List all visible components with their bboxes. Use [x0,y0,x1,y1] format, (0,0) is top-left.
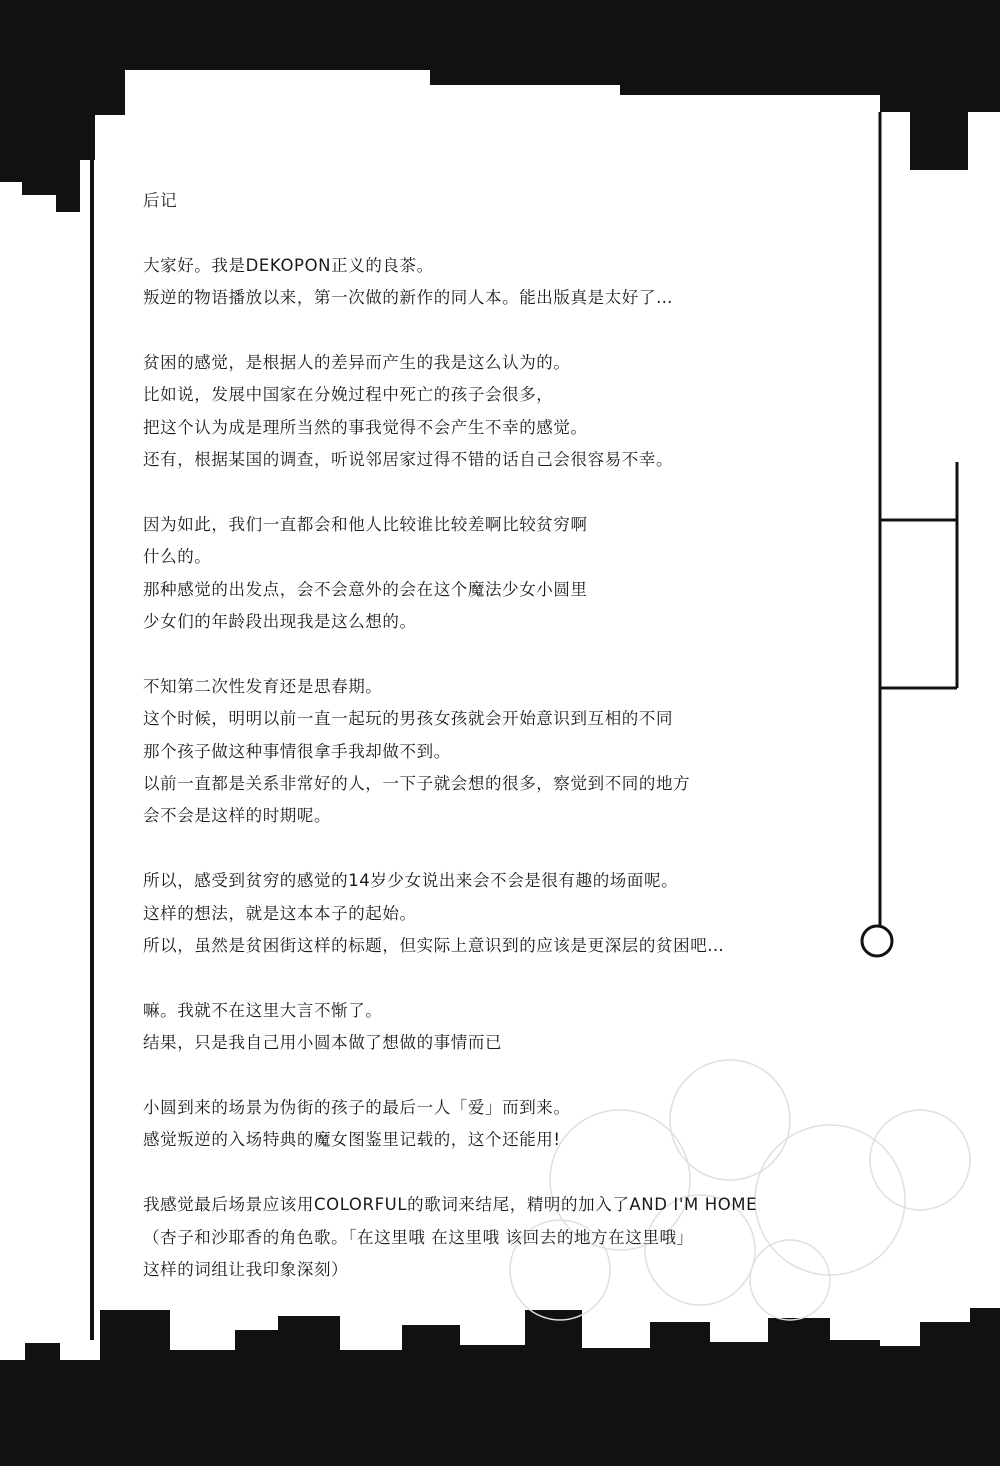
text-line: 嘛。我就不在这里大言不惭了。 [143,1000,383,1020]
hanging-ring-ornament [862,926,892,956]
text-line: 会不会是这样的时期呢。 [143,806,332,826]
text-line: 小圆到来的场景为伪街的孩子的最后一人「爱」而到来。 [143,1097,571,1117]
paragraph-comparison [143,509,843,639]
text-line: 什么的。 [143,547,212,567]
text-line: 那个孩子做这种事情很拿手我却做不到。 [143,741,451,761]
text-line: 我感觉最后场景应该用COLORFUL的歌词来结尾，精明的加入了AND I'M HOME [143,1195,758,1215]
text-line: 这样的词组让我印象深刻） [143,1259,349,1279]
text-line: 所以，虽然是贫困街这样的标题，但实际上意识到的应该是更深层的贫困吧… [143,935,725,955]
afterword-title: 后记 [143,191,178,210]
text-line: （杏子和沙耶香的角色歌。「在这里哦 在这里哦 该回去的地方在这里哦」 [143,1227,694,1247]
paragraph-result [143,995,843,1060]
paragraph-adolescence [143,671,843,833]
afterword-text-block [143,185,843,1319]
paragraph-madoka-scene [143,1092,843,1157]
paragraph-greeting [143,250,843,315]
text-line: 那种感觉的出发点，会不会意外的会在这个魔法少女小圆里 [143,579,588,599]
text-line: 大家好。我是DEKOPON正义的良茶。 [143,255,434,275]
paragraph-lyrics [143,1189,843,1286]
text-line: 贫困的感觉，是根据人的差异而产生的我是这么认为的。 [143,352,571,372]
text-line: 以前一直都是关系非常好的人，一下子就会想的很多，察觉到不同的地方 [143,774,691,794]
text-line: 这个时候，明明以前一直一起玩的男孩女孩就会开始意识到互相的不同 [143,709,674,729]
top-skyline-silhouette [0,0,1000,212]
text-line: 所以，感受到贫穷的感觉的14岁少女说出来会不会是很有趣的场面呢。 [143,871,679,891]
text-line: 把这个认为成是理所当然的事我觉得不会产生不幸的感觉。 [143,417,588,437]
paragraph-origin [143,865,843,962]
text-line: 结果，只是我自己用小圆本做了想做的事情而已 [143,1033,503,1053]
text-line: 叛逆的物语播放以来，第一次做的新作的同人本。能出版真是太好了… [143,288,674,308]
text-line: 比如说，发展中国家在分娩过程中死亡的孩子会很多， [143,385,554,405]
text-line: 不知第二次性发育还是思春期。 [143,676,383,696]
text-line: 感觉叛逆的入场特典的魔女图鉴里记载的，这个还能用! [143,1130,561,1150]
text-line: 少女们的年龄段出现我是这么想的。 [143,612,417,632]
text-line: 这样的想法，就是这本本子的起始。 [143,903,417,923]
text-line: 还有，根据某国的调查，听说邻居家过得不错的话自己会很容易不幸。 [143,450,674,470]
text-line: 因为如此，我们一直都会和他人比较谁比较差啊比较贫穷啊 [143,514,588,534]
bottom-skyline-silhouette [0,1308,1000,1466]
paragraph-poverty-feeling [143,347,843,477]
